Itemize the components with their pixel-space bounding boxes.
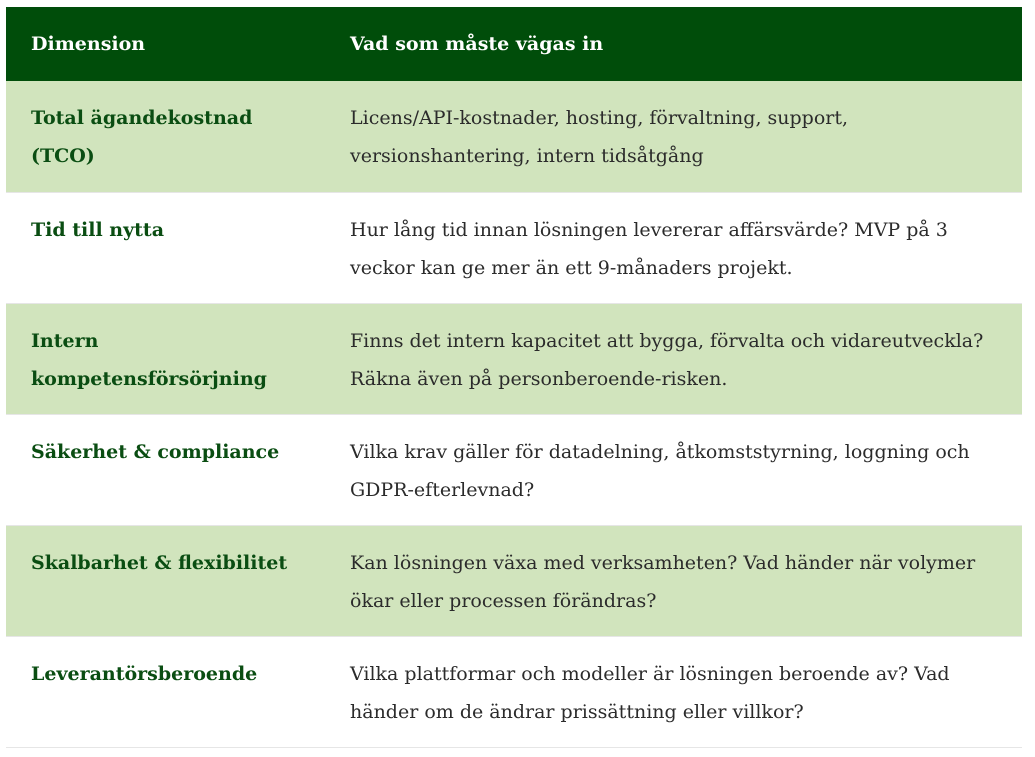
description-cell: Licens/API-kostnader, hosting, förvaltning, support, versionshantering, intern tidsåtgång <box>350 107 849 167</box>
table-row <box>6 414 1022 525</box>
comparison-table-container <box>6 7 1022 748</box>
comparison-table <box>6 7 1022 748</box>
description-cell: Finns det intern kapacitet att bygga, förvalta och vidareutveckla? Räkna även på personberoende-risken. <box>350 329 984 390</box>
dimension-cell: Total ägandekostnad (TCO) <box>31 107 253 167</box>
table-row <box>6 636 1022 747</box>
dimension-cell: Skalbarhet & flexibilitet <box>31 551 288 574</box>
description-cell: Hur lång tid innan lösningen levererar affärsvärde? MVP på 3 veckor kan ge mer än ett 9-månaders projekt. <box>350 218 948 279</box>
description-cell: Vilka plattformar och modeller är lösningen beroende av? Vad händer om de ändrar prissättning eller villkor? <box>350 662 950 723</box>
dimension-cell: Säkerhet & compliance <box>31 440 280 463</box>
description-cell: Kan lösningen växa med verksamheten? Vad händer när volymer ökar eller processen förändras? <box>350 551 976 612</box>
table-header <box>6 7 1022 81</box>
table-row <box>6 525 1022 636</box>
table-body <box>6 81 1022 747</box>
header-considerations: Vad som måste vägas in <box>350 33 604 55</box>
header-row <box>6 7 1022 81</box>
table-row <box>6 192 1022 303</box>
dimension-cell: Intern kompetensförsörjning <box>31 329 267 390</box>
table-row <box>6 303 1022 414</box>
table-row <box>6 81 1022 192</box>
header-dimension: Dimension <box>31 33 146 55</box>
dimension-cell: Leverantörsberoende <box>31 662 258 685</box>
dimension-cell: Tid till nytta <box>31 218 165 241</box>
description-cell: Vilka krav gäller för datadelning, åtkomststyrning, loggning och GDPR-efterlevnad? <box>350 440 970 501</box>
